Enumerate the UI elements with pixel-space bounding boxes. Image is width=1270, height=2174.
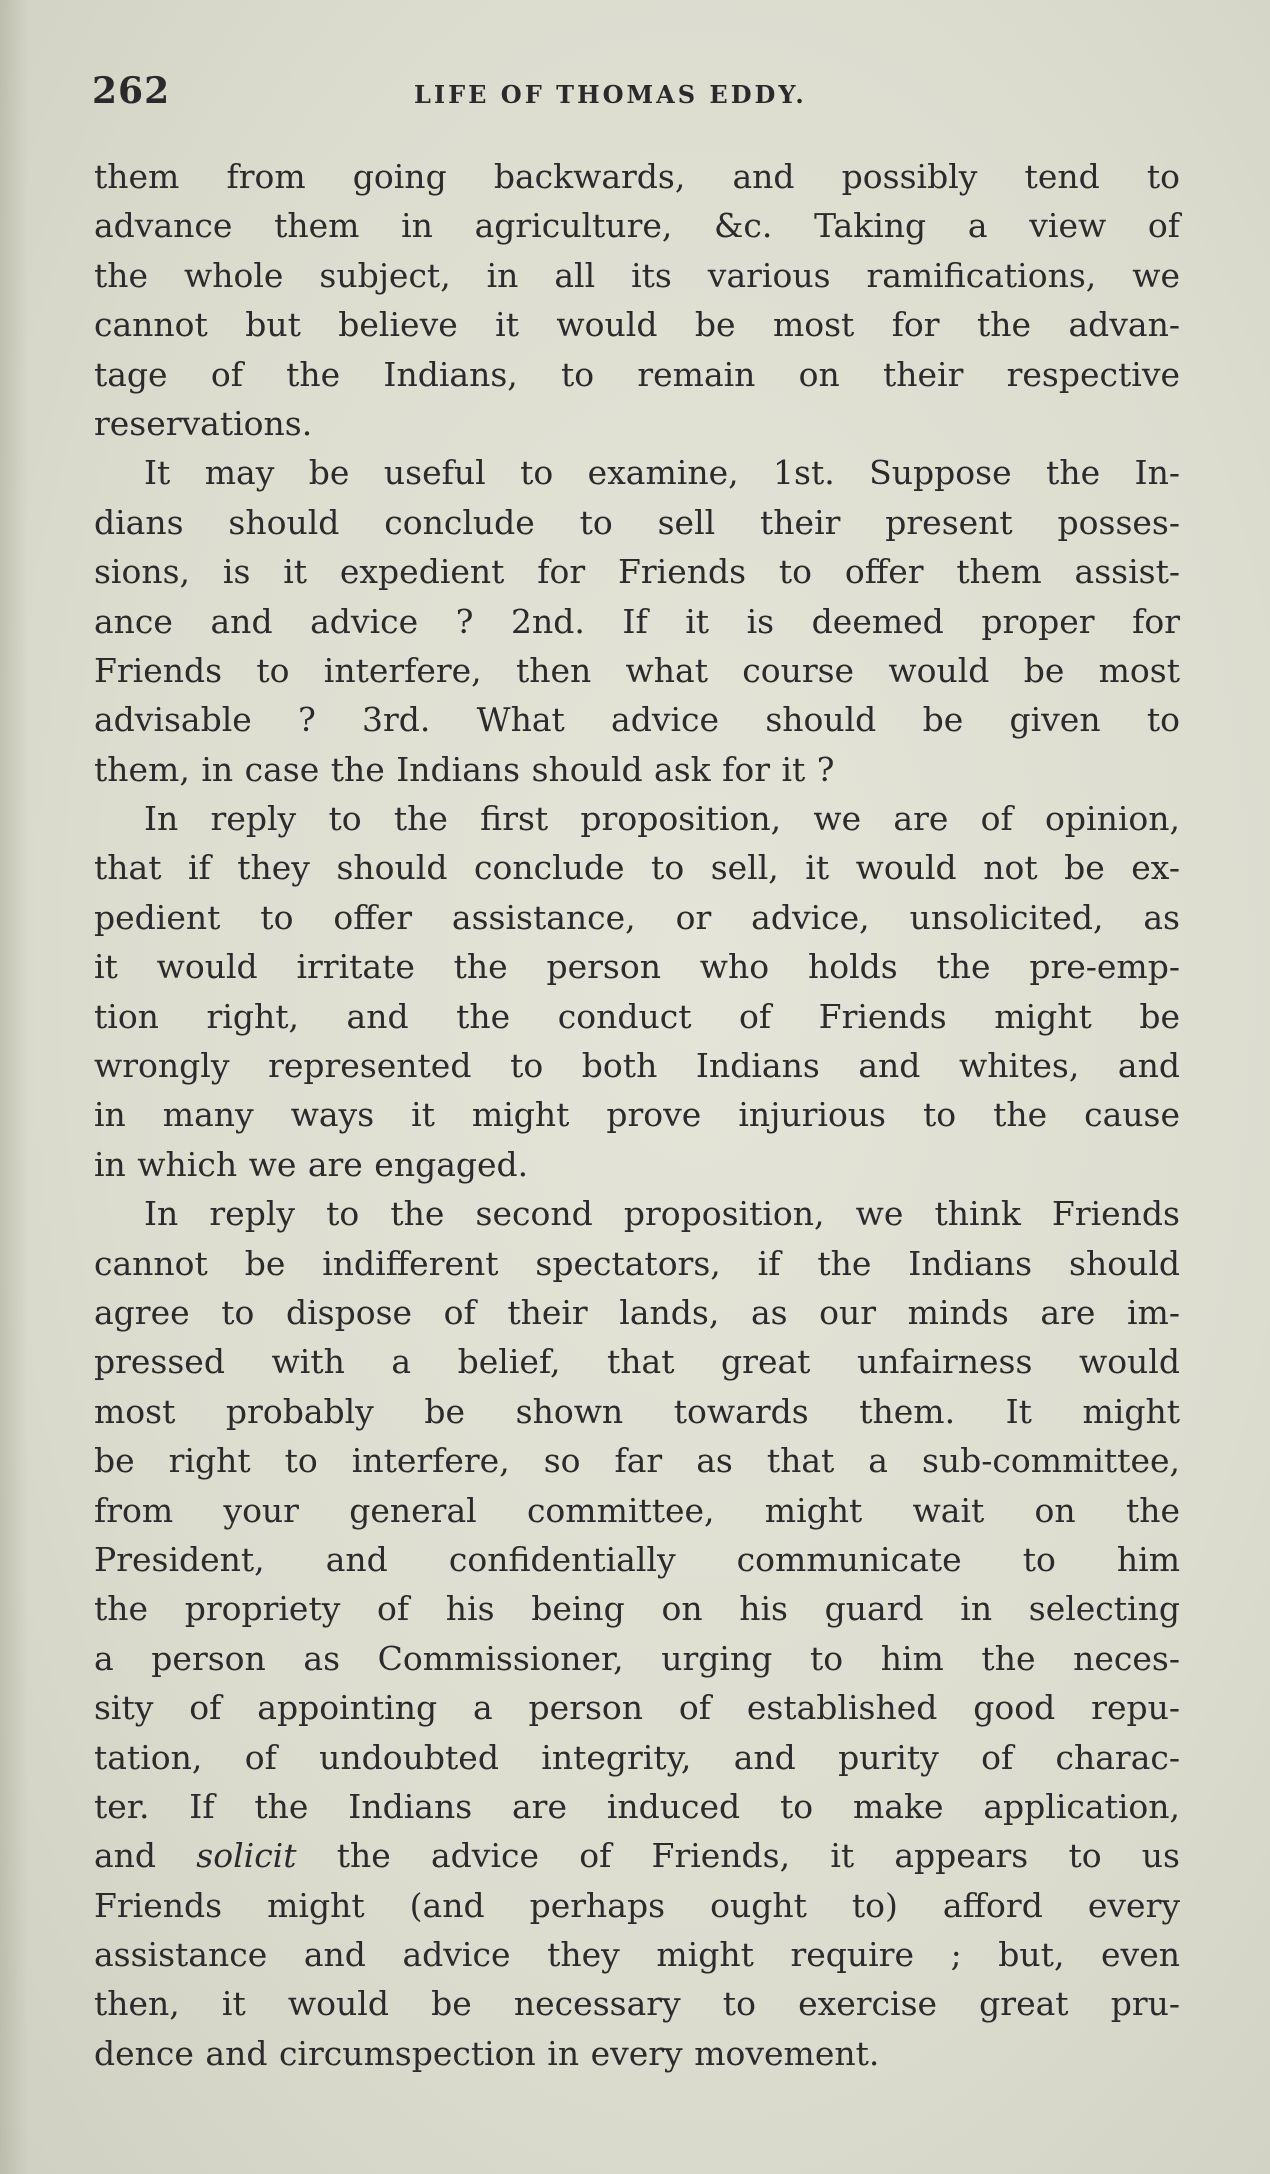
italic-word: solicit xyxy=(196,1836,297,1876)
body-text xyxy=(94,152,1180,2078)
text-line: a person as Commissioner, urging to him the neces- xyxy=(94,1638,1180,1678)
page-header xyxy=(92,70,1182,120)
text-line: Friends to interfere, then what course would be most xyxy=(94,650,1180,690)
line-prefix: and xyxy=(94,1836,197,1876)
text-line: in many ways it might prove injurious to the cause xyxy=(94,1095,1180,1135)
text-line: the propriety of his being on his guard in selecting xyxy=(94,1589,1180,1629)
text-line: In reply to the second proposition, we think Friends xyxy=(144,1194,1180,1234)
text-line: It may be useful to examine, 1st. Suppose the In- xyxy=(144,453,1180,493)
text-line: reservations. xyxy=(94,403,313,443)
text-line: cannot but believe it would be most for the advan- xyxy=(94,305,1180,345)
text-line: it would irritate the person who holds the pre-emp- xyxy=(94,947,1180,987)
text-line: ance and advice ? 2nd. If it is deemed proper for xyxy=(94,601,1180,641)
text-line: them from going backwards, and possibly tend to xyxy=(94,157,1180,196)
text-line: pedient to offer assistance, or advice, unsolicited, as xyxy=(94,897,1180,937)
text-line: in which we are engaged. xyxy=(94,1144,529,1184)
page-number: 262 xyxy=(92,70,171,112)
text-line: from your general committee, might wait on the xyxy=(94,1490,1180,1530)
text-line: President, and confidentially communicate to him xyxy=(94,1539,1180,1579)
running-head: LIFE OF THOMAS EDDY. xyxy=(414,80,807,109)
text-line: tion right, and the conduct of Friends might be xyxy=(94,996,1180,1036)
text-line: advance them in agriculture, &c. Taking a view of xyxy=(94,206,1180,246)
text-line: ter. If the Indians are induced to make application, xyxy=(94,1786,1180,1826)
text-line: be right to interfere, so far as that a sub-committee, xyxy=(94,1441,1180,1481)
text-line-with-italic xyxy=(94,1831,1180,1880)
text-line: sity of appointing a person of established good repu- xyxy=(94,1688,1180,1728)
text-line: dence and circumspection in every movement. xyxy=(94,2033,880,2073)
text-line: tation, of undoubted integrity, and purity of charac- xyxy=(94,1737,1180,1777)
text-line: Friends might (and perhaps ought to) afford every xyxy=(94,1885,1180,1925)
text-line: In reply to the first proposition, we are of opinion, xyxy=(144,799,1180,839)
line-suffix xyxy=(297,1836,337,1875)
text-line: assistance and advice they might require ; but, even xyxy=(94,1935,1180,1975)
text-line: sions, is it expedient for Friends to offer them assist- xyxy=(94,552,1180,592)
text-line: then, it would be necessary to exercise great pru- xyxy=(94,1984,1180,2024)
text-line: that if they should conclude to sell, it would not be ex- xyxy=(94,848,1180,888)
page-gutter-shadow xyxy=(0,0,28,2174)
text-line: the whole subject, in all its various ramifications, we xyxy=(94,255,1180,295)
text-line: agree to dispose of their lands, as our minds are im- xyxy=(94,1292,1180,1332)
text-line: advisable ? 3rd. What advice should be given to xyxy=(94,700,1180,740)
text-line: most probably be shown towards them. It might xyxy=(94,1391,1180,1431)
text-line: pressed with a belief, that great unfairness would xyxy=(94,1342,1180,1382)
text-line: them, in case the Indians should ask for it ? xyxy=(94,749,835,789)
text-line: wrongly represented to both Indians and whites, and xyxy=(94,1046,1180,1086)
line-rest: the advice of Friends, it appears to us xyxy=(336,1836,1180,1876)
text-line: cannot be indifferent spectators, if the Indians should xyxy=(94,1243,1180,1283)
text-line: tage of the Indians, to remain on their respective xyxy=(94,354,1180,394)
text-line: dians should conclude to sell their present posses- xyxy=(94,502,1180,542)
